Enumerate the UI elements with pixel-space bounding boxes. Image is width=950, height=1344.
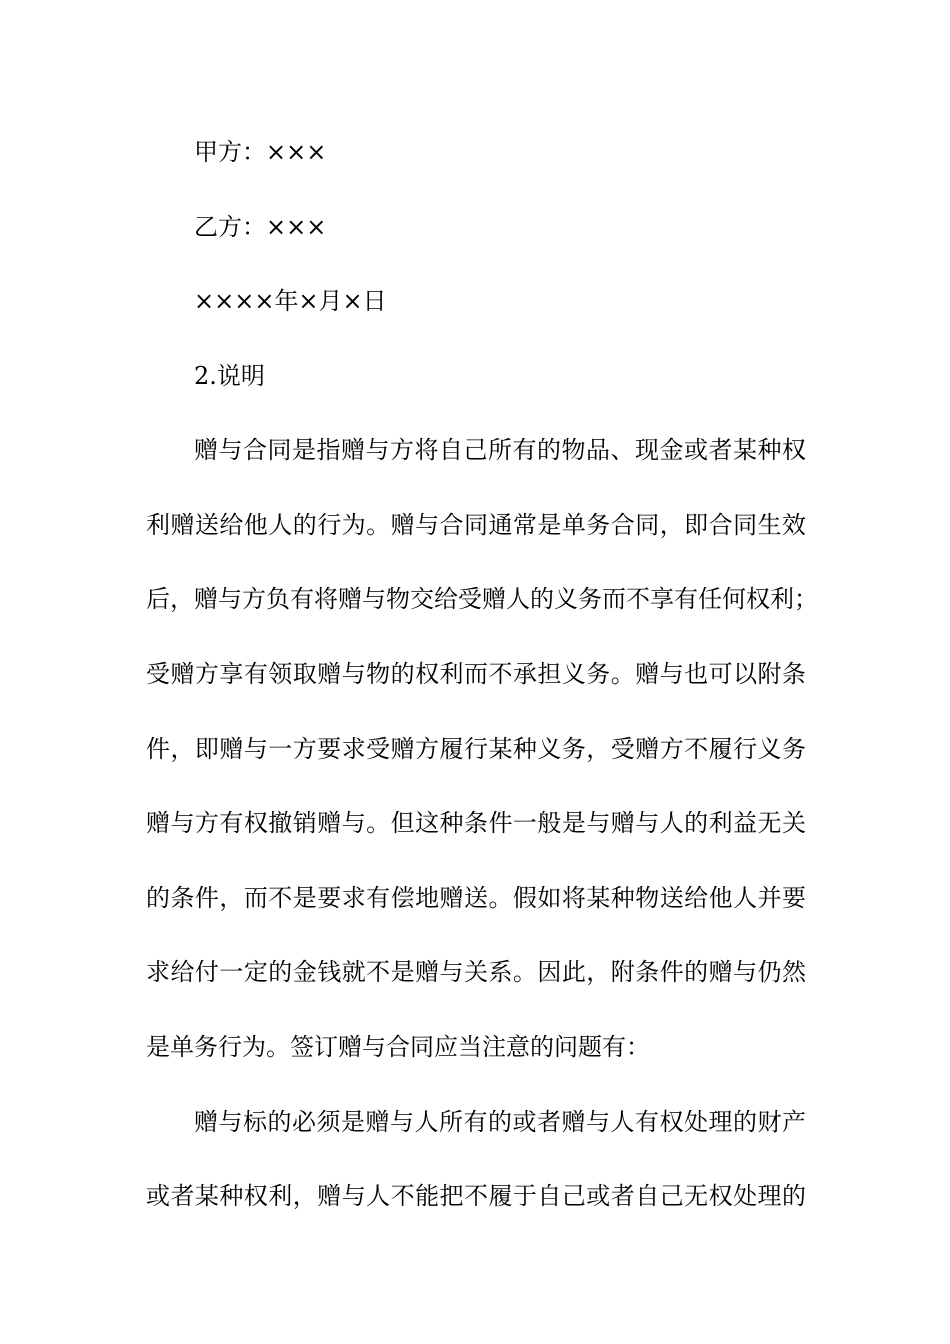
paragraph-1-line: 的条件，而不是要求有偿地赠送。假如将某种物送给他人并要: [146, 884, 806, 912]
paragraph-1-line: 件，即赠与一方要求受赠方履行某种义务，受赠方不履行义务: [146, 735, 806, 763]
section-heading: 2.说明: [194, 362, 265, 390]
paragraph-1-line: 求给付一定的金钱就不是赠与关系。因此，附条件的赠与仍然: [146, 958, 806, 986]
paragraph-1-line: 赠与方有权撤销赠与。但这种条件一般是与赠与人的利益无关: [146, 809, 806, 837]
party-a-signature: 甲方：×××: [194, 138, 327, 166]
paragraph-1-line: 赠与合同是指赠与方将自己所有的物品、现金或者某种权: [194, 436, 806, 464]
paragraph-1-line: 是单务行为。签订赠与合同应当注意的问题有：: [146, 1033, 650, 1061]
paragraph-1-line: 后，赠与方负有将赠与物交给受赠人的义务而不享有任何权利；: [146, 585, 818, 613]
paragraph-1-line: 受赠方享有领取赠与物的权利而不承担义务。赠与也可以附条: [146, 660, 806, 688]
signature-date: ××××年×月×日: [194, 287, 387, 315]
paragraph-1-line: 利赠送给他人的行为。赠与合同通常是单务合同，即合同生效: [146, 511, 806, 539]
party-b-signature: 乙方：×××: [194, 213, 327, 241]
paragraph-2-line: 或者某种权利，赠与人不能把不履于自己或者自己无权处理的: [146, 1182, 806, 1210]
paragraph-2-line: 赠与标的必须是赠与人所有的或者赠与人有权处理的财产: [194, 1108, 806, 1136]
